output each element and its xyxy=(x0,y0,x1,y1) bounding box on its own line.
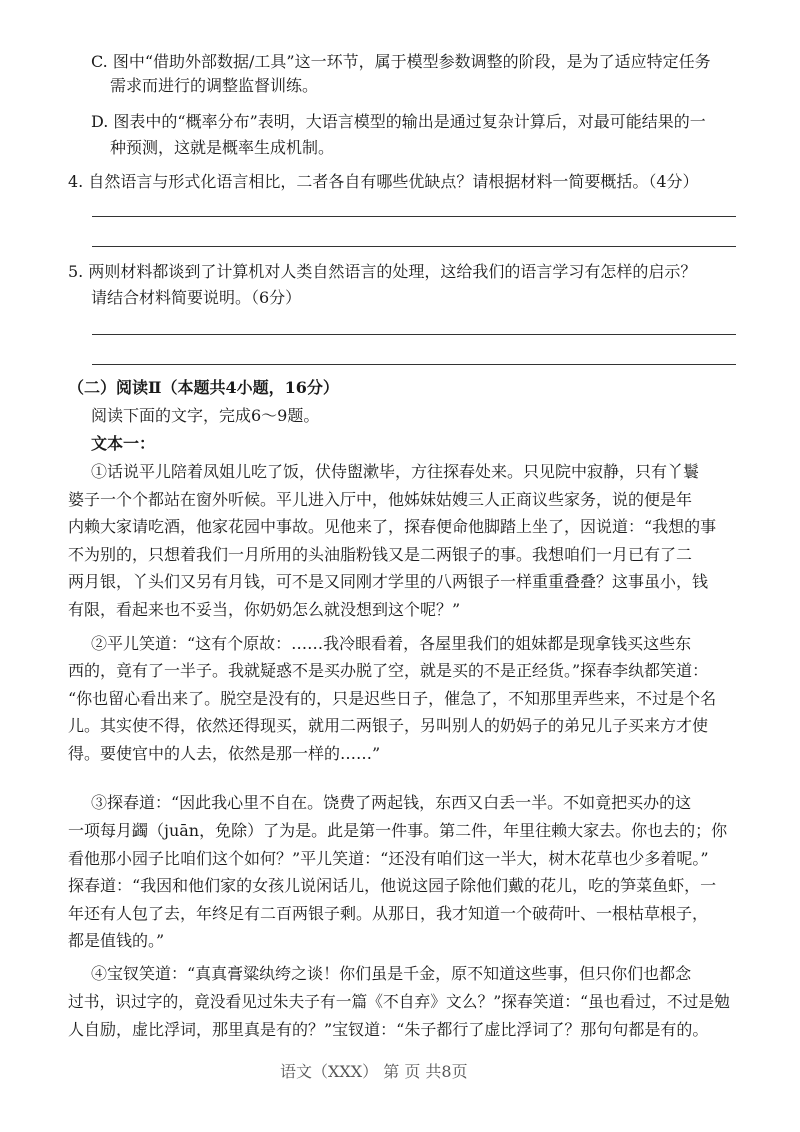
option-c-line-1: C. 图中“借助外部数据/工具”这一环节，属于模型参数调整的阶段，是为了适应特定任务 xyxy=(91,52,711,71)
option-d-line-2: 种预测，这就是概率生成机制。 xyxy=(110,138,335,157)
paragraph-4-line: ④宝钗笑道：“真真膏粱纨绔之谈！你们虽是千金，原不知道这些事，但只你们也都念 xyxy=(91,964,692,983)
option-d-line-1: D. 图表中的“概率分布”表明，大语言模型的输出是通过复杂计算后，对最可能结果的一 xyxy=(91,112,706,131)
section-heading: （二）阅读Ⅱ（本题共4小题，16分） xyxy=(68,378,339,397)
paragraph-1-line: 有限，看起来也不妥当，你奶奶怎么就没想到这个呢？” xyxy=(68,600,461,619)
paragraph-1-line: 内赖大家请吃酒，他家花园中事故。见他来了，探春便命他脚踏上坐了，因说道：“我想的事 xyxy=(68,517,717,536)
paragraph-3-line: 探春道：“我因和他们家的女孩儿说闲话儿，他说这园子除他们戴的花儿，吃的笋菜鱼虾，一 xyxy=(68,876,717,895)
answer-line xyxy=(92,216,736,217)
question-5-line-2: 请结合材料简要说明。（6分） xyxy=(91,288,302,307)
page-footer: 语文（XXX） 第 页 共8页 xyxy=(280,1062,468,1081)
paragraph-1-line: 两月银，丫头们又另有月钱，可不是又同刚才学里的八两银子一样重重叠叠？这事虽小，钱 xyxy=(68,572,709,591)
paragraph-2-line: 得。要使官中的人去，依然是那一样的……” xyxy=(68,744,381,763)
paragraph-4-line: 过书，识过字的，竟没看见过朱夫子有一篇《不自弃》文么？”探春笑道：“虽也看过，不过是勉 xyxy=(68,992,730,1011)
paragraph-4-line: 人自励，虚比浮词，那里真是有的？”宝钗道：“朱子都行了虚比浮词了？那句句都是有的。 xyxy=(68,1020,709,1039)
section-instruction: 阅读下面的文字，完成6～9题。 xyxy=(91,406,320,425)
paragraph-1-line: 不为别的，只想着我们一月所用的头油脂粉钱又是二两银子的事。我想咱们一月已有了二 xyxy=(68,545,693,564)
option-c-line-2: 需求而进行的调整监督训练。 xyxy=(110,76,319,95)
paragraph-3-line: 一项每月蠲（juān，免除）了为是。此是第一件事。第二件，年里往赖大家去。你也去的；你 xyxy=(68,821,728,840)
paragraph-1-line: 婆子一个个都站在窗外听候。平儿进入厅中，他姊妹姑嫂三人正商议些家务，说的便是年 xyxy=(68,490,693,509)
paragraph-3-line: 都是值钱的。” xyxy=(68,931,165,950)
paragraph-3-line: 看他那小园子比咱们这个如何？”平儿笑道：“还没有咱们这一半大，树木花草也少多着呢。” xyxy=(68,849,709,868)
question-5-line-1: 5. 两则材料都谈到了计算机对人类自然语言的处理，这给我们的语言学习有怎样的启示？ xyxy=(68,262,697,281)
paragraph-2-line: ②平儿笑道：“这有个原故：……我冷眼看着，各屋里我们的姐妹都是现拿钱买这些东 xyxy=(91,634,692,653)
paragraph-3-line: 年还有人包了去，年终足有二百两银子剩。从那日，我才知道一个破荷叶、一根枯草根子， xyxy=(68,904,709,923)
answer-line xyxy=(92,246,736,247)
answer-line xyxy=(92,364,736,365)
paragraph-2-line: 西的，竟有了一半子。我就疑惑不是买办脱了空，就是买的不是正经货。”探春李纨都笑道： xyxy=(68,661,709,680)
question-4: 4. 自然语言与形式化语言相比，二者各自有哪些优缺点？请根据材料一简要概括。（4分） xyxy=(68,172,699,191)
paragraph-2-line: “你也留心看出来了。脱空是没有的，只是迟些日子，催急了，不知那里弄些来，不过是个名 xyxy=(68,689,717,708)
text-label: 文本一： xyxy=(91,434,156,453)
paragraph-3-line: ③探春道：“因此我心里不自在。饶费了两起钱，东西又白丢一半。不如竟把买办的这 xyxy=(91,793,692,812)
paragraph-1-line: ①话说平儿陪着凤姐儿吃了饭，伏侍盥漱毕，方往探春处来。只见院中寂静，只有丫鬟 xyxy=(91,462,700,481)
answer-line xyxy=(92,334,736,335)
paragraph-2-line: 儿。其实使不得，依然还得现买，就用二两银子，另叫别人的奶妈子的弟兄儿子买来方才使 xyxy=(68,716,709,735)
